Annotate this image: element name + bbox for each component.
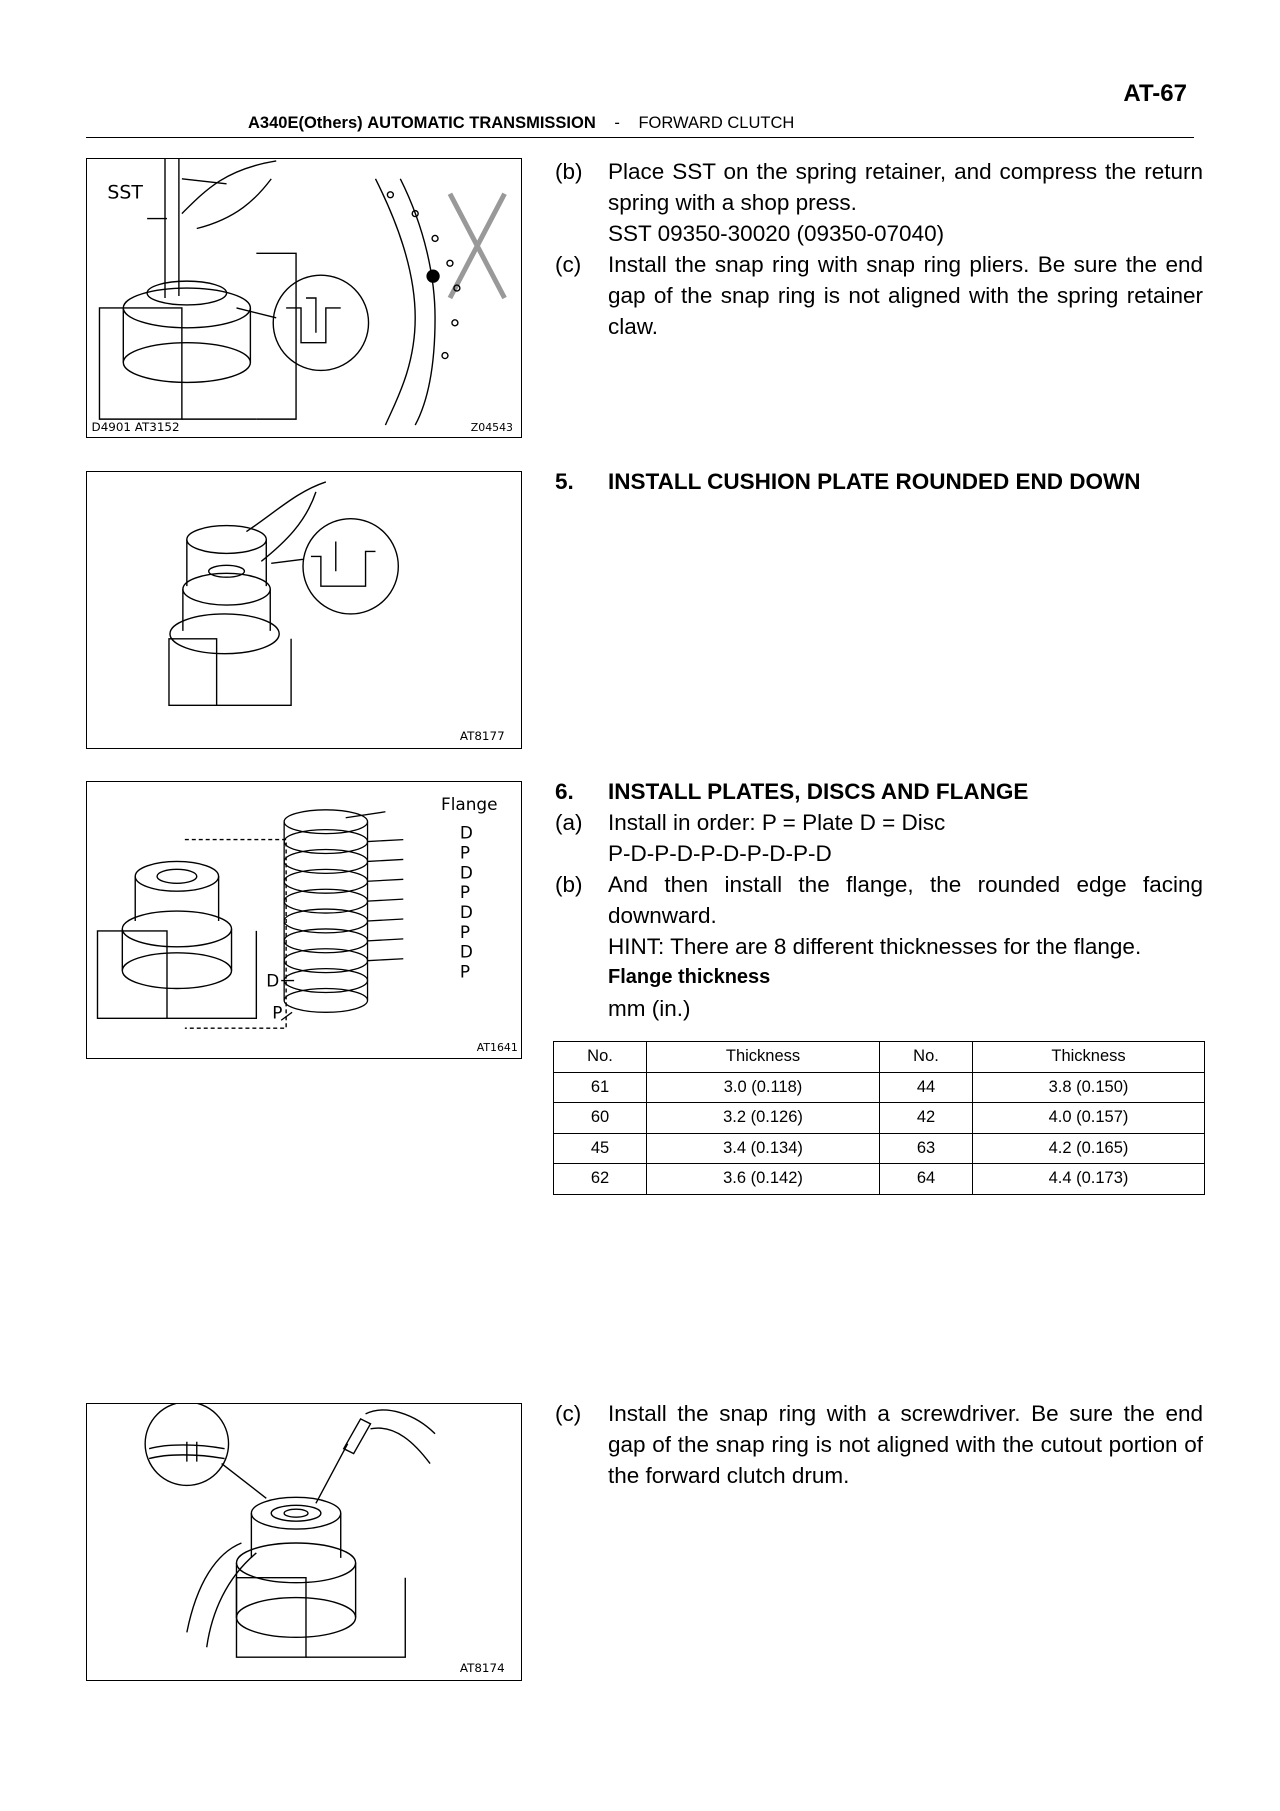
fig2-code: AT8177 (459, 729, 505, 744)
fig1-code-right: Z04543 (470, 421, 513, 435)
step-b-text: Place SST on the spring retainer, and compress the return spring with a shop press. (608, 159, 1203, 215)
step-6a-row (555, 807, 1203, 838)
instruction-block-4 (555, 1398, 1203, 1491)
running-header (248, 114, 794, 133)
header-model: A340E(Others) (248, 114, 363, 132)
table-cell: 61 (554, 1072, 647, 1103)
figure-snap-ring-screwdriver (86, 1403, 522, 1681)
step-6b-text: And then install the flange, the rounded edge facing downward. (608, 872, 1203, 928)
table-cell: 4.0 (0.157) (973, 1103, 1205, 1134)
table-row (554, 1164, 1205, 1195)
table-cell: 44 (880, 1072, 973, 1103)
table-header-cell: No. (554, 1042, 647, 1073)
step-6b-hint: HINT: There are 8 different thicknesses for the flange. (608, 934, 1142, 959)
step-6-row (555, 776, 1203, 807)
step-4c-text: Install the snap ring with a screwdriver. Be sure the end gap of the snap ring is not aligned with the cutout portion of the forward clutch drum. (608, 1401, 1203, 1488)
fig3-stack-label-2: P (459, 842, 471, 863)
table-cell: 42 (880, 1103, 973, 1134)
fig3-label-d: D (266, 970, 280, 991)
step-6b-key: (b) (555, 872, 583, 897)
fig3-label-flange: Flange (441, 793, 498, 814)
header-rule (86, 137, 1194, 138)
step-b-key: (b) (555, 159, 583, 184)
figure-sst-illustration (87, 159, 521, 437)
table-cell: 3.8 (0.150) (973, 1072, 1205, 1103)
table-cell: 3.4 (0.134) (647, 1133, 880, 1164)
table-cell: 4.2 (0.165) (973, 1133, 1205, 1164)
step-5-num: 5. (555, 469, 574, 494)
fig3-code: AT1641 (476, 1041, 518, 1055)
plate-stack (281, 810, 403, 1020)
step-5-row (555, 466, 1203, 497)
fig3-stack-label-3: D (459, 862, 473, 883)
step-c-text: Install the snap ring with snap ring pliers. Be sure the end gap of the snap ring is not aligned with the spring retainer claw. (608, 252, 1203, 339)
fig3-label-p: P (272, 1002, 283, 1023)
step-c-key: (c) (555, 252, 582, 277)
step-b-row (555, 156, 1203, 218)
table-cell: 60 (554, 1103, 647, 1134)
step-6-title: INSTALL PLATES, DISCS AND FLANGE (608, 779, 1029, 804)
page-number: AT-67 (1123, 80, 1187, 107)
fig3-stack-label-1: D (459, 822, 473, 843)
figure-screwdriver-illustration (87, 1404, 521, 1680)
figure-cushion-plate (86, 471, 522, 749)
table-cell: 4.4 (0.173) (973, 1164, 1205, 1195)
step-6-num: 6. (555, 779, 574, 804)
fig3-stack-label-4: P (459, 882, 471, 903)
header-section: AUTOMATIC TRANSMISSION (367, 114, 596, 132)
fig4-code: AT8174 (459, 1661, 505, 1676)
fig3-stack-label-8: P (459, 961, 471, 982)
step-6a-key: (a) (555, 810, 583, 835)
table-title: Flange thickness (608, 966, 771, 988)
table-header-row (554, 1042, 1205, 1073)
figure-cushion-illustration (87, 472, 521, 748)
flange-thickness-table (553, 1041, 1205, 1195)
step-6b-row (555, 869, 1203, 931)
fig3-stack-label-7: D (459, 941, 473, 962)
instruction-block-1 (555, 156, 1203, 342)
table-cell: 63 (880, 1133, 973, 1164)
fig3-stack-label-6: P (459, 921, 471, 942)
table-cell: 3.2 (0.126) (647, 1103, 880, 1134)
table-row (554, 1103, 1205, 1134)
table-cell: 62 (554, 1164, 647, 1195)
table-header-cell: Thickness (647, 1042, 880, 1073)
fig3-stack-label-5: D (459, 902, 473, 923)
step-6 (555, 776, 1203, 1024)
fig1-code-left: D4901 AT3152 (91, 420, 180, 435)
step-6a-text: Install in order: P = Plate D = Disc (608, 810, 946, 835)
step-4c-row (555, 1398, 1203, 1491)
table-cell: 64 (880, 1164, 973, 1195)
table-unit: mm (in.) (608, 996, 691, 1021)
header-topic: FORWARD CLUTCH (638, 114, 795, 132)
table-cell: 3.0 (0.118) (647, 1072, 880, 1103)
header-separator: - (614, 114, 620, 132)
figure-plates-discs (86, 781, 522, 1059)
table-header-cell: No. (880, 1042, 973, 1073)
table-cell: 45 (554, 1133, 647, 1164)
step-c-row (555, 249, 1203, 342)
fig1-label-sst: SST (107, 181, 143, 204)
table-row (554, 1072, 1205, 1103)
table-header-cell: Thickness (973, 1042, 1205, 1073)
step-5-title: INSTALL CUSHION PLATE ROUNDED END DOWN (608, 469, 1141, 494)
figure-plates-illustration (87, 782, 521, 1058)
step-4c-key: (c) (555, 1401, 582, 1426)
step-b-sst: SST 09350-30020 (09350-07040) (608, 221, 945, 246)
table-row (554, 1133, 1205, 1164)
table-cell: 3.6 (0.142) (647, 1164, 880, 1195)
figure-sst-compress (86, 158, 522, 438)
step-5 (555, 466, 1203, 497)
step-6a-order: P-D-P-D-P-D-P-D-P-D (608, 841, 832, 866)
